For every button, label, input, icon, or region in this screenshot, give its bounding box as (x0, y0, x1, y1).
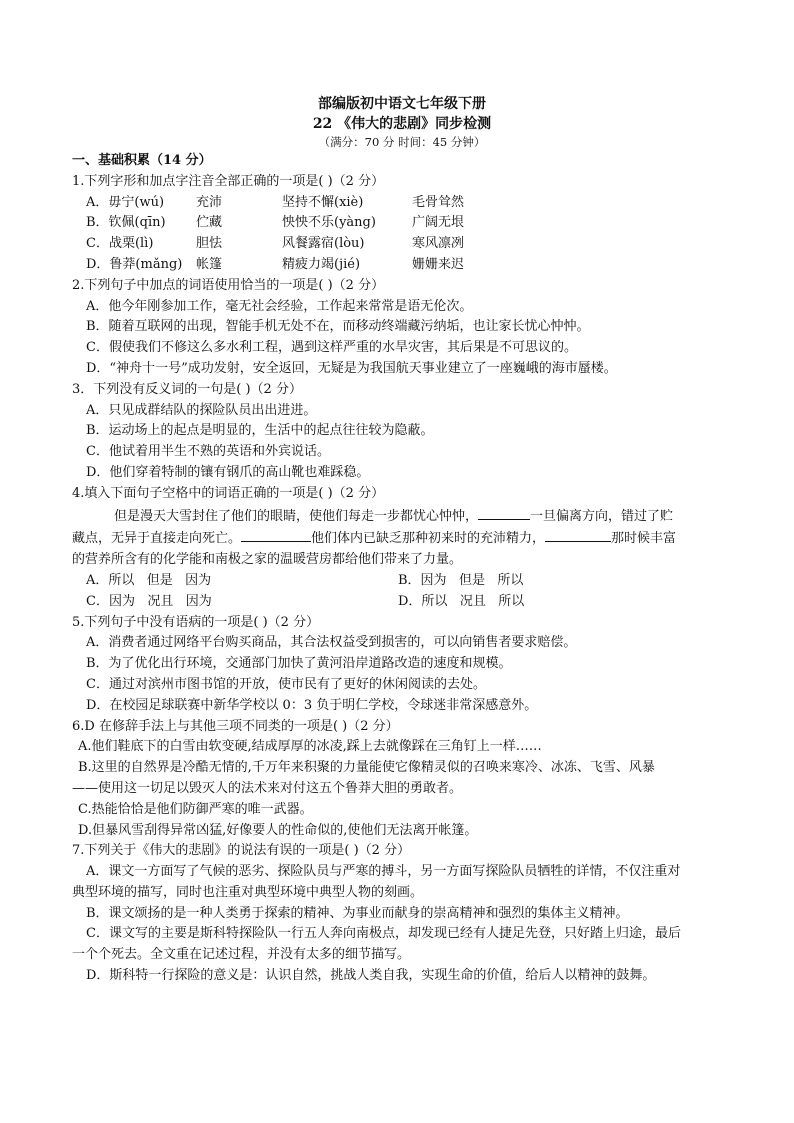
question-2-option-a: A．他今年刚参加工作，毫无社会经验，工作起来常常是语无伦次。 (86, 298, 473, 314)
section-heading: 一、基础积累（14 分） (72, 153, 212, 168)
passage-text: 他们体内已缺乏那种初来时的充沛精力， (311, 531, 546, 547)
passage-text: 那时候丰富 (611, 531, 677, 547)
question-4-option-c: C．因为 况且 因为 (86, 593, 212, 609)
passage-text: 一旦偏离方向，错过了贮 (530, 508, 674, 524)
question-7-option-c-line-1: C．课文写的主要是斯科特探险队一行五人奔向南极点，却发现已经有人捷足先登，只好踏上归途，最后 (86, 926, 681, 942)
question-3-option-c: C．他试着用半生不熟的英语和外宾说话。 (86, 444, 330, 460)
question-5-option-a: A．消费者通过网络平台购买商品，其合法权益受到损害的，可以向销售者要求赔偿。 (86, 635, 577, 651)
option-cell: 伫藏 (196, 215, 223, 231)
option-cell: C．战栗(lì) (86, 236, 154, 252)
worksheet-meta: （满分：70 分 时间：45 分钟） (318, 135, 486, 149)
answer-blank[interactable] (478, 505, 530, 520)
question-5-option-d: D．在校园足球联赛中新华学校以 0：3 负于明仁学校，令球迷非常深感意外。 (86, 697, 538, 713)
question-4-stem: 4.填入下面句子空格中的词语正确的一项是( )（2 分） (72, 485, 385, 501)
question-6-option-a: A.他们鞋底下的白雪由软变硬,结成厚厚的冰凌,踩上去就像踩在三角钉上一样…… (78, 739, 542, 755)
passage-text: 但是漫天大雪封住了他们的眼睛，使他们每走一步都忧心忡忡， (114, 508, 479, 524)
question-5-stem: 5.下列句子中没有语病的一项是( )（2 分） (72, 614, 320, 630)
option-cell: D．鲁莽(mǎng) (86, 256, 183, 272)
option-cell: 寒风凛冽 (412, 236, 465, 252)
option-cell: 怏怏不乐(yàng) (282, 215, 376, 231)
question-4-options-row-2 (72, 592, 732, 613)
question-3-option-b: B．运动场上的起点是明显的，生活中的起点往往较为隐蔽。 (86, 423, 434, 439)
answer-blank[interactable] (545, 527, 611, 542)
question-1-stem: 1.下列字形和加点字注音全部正确的一项是( )（2 分） (72, 173, 385, 189)
question-7-option-a-line-1: A．课文一方面写了气候的恶劣、探险队员与严寒的搏斗，另一方面写探险队员牺牲的详情，不仅注重对 (86, 864, 681, 880)
question-7-stem: 7.下列关于《伟大的悲剧》的说法有误的一项是( )（2 分） (72, 843, 411, 859)
option-cell: 帐篷 (196, 256, 223, 272)
question-5-option-b: B．为了优化出行环境，交通部门加快了黄河沿岸道路改造的速度和规模。 (86, 656, 512, 672)
question-3-stem: 3．下列没有反义词的一句是( )（2 分） (72, 381, 302, 397)
option-cell: 充沛 (196, 194, 223, 210)
option-cell: 姗姗来迟 (412, 256, 465, 272)
option-cell: 广阔无垠 (412, 215, 465, 231)
option-cell: B．钦佩(qīn) (86, 215, 166, 231)
passage-text: 藏点，无异于直接走向死亡。 (72, 531, 242, 547)
question-2-option-d: D．“神舟十一号”成功发射，安全返回，无疑是为我国航天事业建立了一座巍峨的海市蜃楼。 (86, 360, 617, 376)
question-6-option-b-line-1: B.这里的自然界是冷酷无情的,千万年来积聚的力量能使它像精灵似的召唤来寒冷、冰冻、飞雪、风暴 (78, 760, 655, 776)
question-6-stem: 6.D 在修辞手法上与其他三项不同类的一项是( )（2 分） (72, 718, 399, 734)
worksheet-title: 部编版初中语文七年级下册 (318, 96, 486, 112)
question-6-option-c: C.热能恰恰是他们防御严寒的唯一武器。 (78, 801, 313, 817)
question-4-option-b: B．因为 但是 所以 (398, 572, 524, 588)
option-cell: 坚持不懈(xiè) (282, 194, 364, 210)
question-4-passage-line-3: 的营养所含有的化学能和南极之家的温暖营房都给他们带来了力量。 (72, 552, 463, 568)
question-1-option-d (72, 255, 732, 276)
question-4-options-row-1 (72, 571, 732, 592)
question-3-option-a: A．只见成群结队的探险队员出出进进。 (86, 402, 317, 418)
question-4-option-a: A．所以 但是 因为 (86, 572, 212, 588)
question-5-option-c: C．通过对滨州市图书馆的开放，使市民有了更好的休闲阅读的去处。 (86, 676, 486, 692)
question-1-option-a (72, 193, 732, 214)
question-2-stem: 2.下列句子中加点的词语使用恰当的一项是( )（2 分） (72, 277, 385, 293)
question-6-option-d: D.但暴风雪刮得异常凶猛,好像要人的性命似的,使他们无法离开帐篷。 (78, 822, 478, 838)
option-cell: A．毋宁(wú) (86, 194, 165, 210)
answer-blank[interactable] (241, 527, 311, 542)
question-4-passage-line-1 (72, 505, 732, 528)
option-cell: 精疲力竭(jié) (282, 256, 361, 272)
option-cell: 风餐露宿(lòu) (282, 236, 365, 252)
question-4-passage-line-2 (72, 527, 732, 550)
question-7-option-c-line-2: 一个个死去。全文重在记述过程，并没有太多的细节描写。 (72, 947, 411, 963)
question-7-option-d: D．斯科特一行探险的意义是：认识自然，挑战人类自我，实现生命的价值，给后人以精神的鼓舞。 (86, 968, 656, 984)
worksheet-subtitle: 22 《伟大的悲剧》同步检测 (312, 116, 492, 132)
question-7-option-a-line-2: 典型环境的描写，同时也注重对典型环境中典型人物的刻画。 (72, 884, 424, 900)
question-2-option-c: C．假使我们不修这么多水利工程，遇到这样严重的水旱灾害，其后果是不可思议的。 (86, 340, 577, 356)
worksheet-page (72, 94, 732, 987)
option-cell: 毛骨耸然 (412, 194, 465, 210)
question-7-option-b: B．课文颂扬的是一种人类勇于探索的精神、为事业而献身的崇高精神和强烈的集体主义精神。 (86, 905, 629, 921)
question-2-option-b: B．随着互联网的出现，智能手机无处不在，而移动终端藏污纳垢，也让家长忧心忡忡。 (86, 319, 590, 335)
option-cell: 胆怯 (196, 236, 223, 252)
question-6-option-b-line-2: ——使用这一切足以毁灭人的法术来对付这五个鲁莽大胆的勇敢者。 (72, 780, 463, 796)
question-3-option-d: D．他们穿着特制的镶有钢爪的高山靴也难踩稳。 (86, 464, 370, 480)
question-4-option-d: D．所以 况且 所以 (398, 593, 525, 609)
question-1-option-b (72, 213, 732, 234)
question-1-option-c (72, 234, 732, 255)
